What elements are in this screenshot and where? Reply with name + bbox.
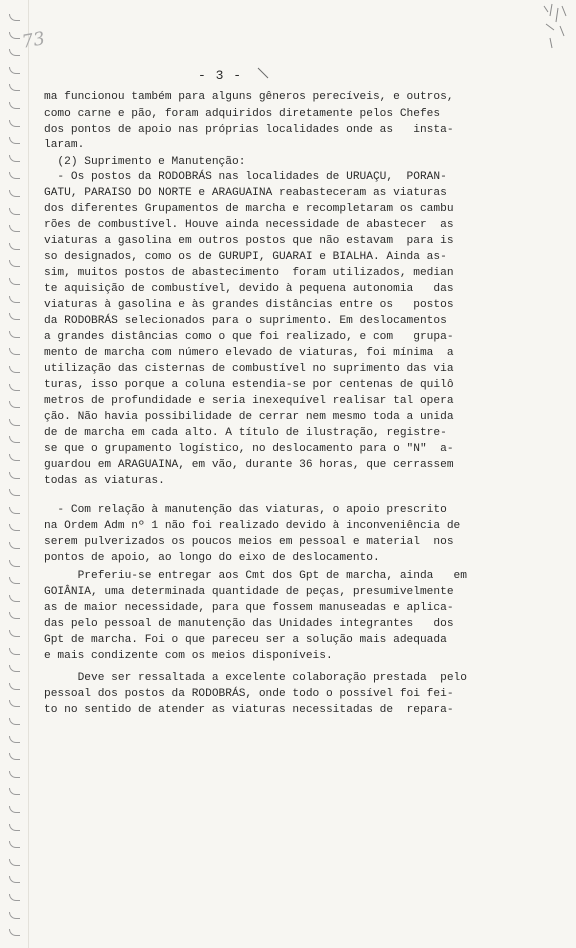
binding-hole (9, 912, 20, 919)
binding-hole (9, 32, 20, 39)
binding-hole (9, 243, 20, 250)
binding-hole (9, 577, 20, 584)
binding-hole (9, 630, 20, 637)
binding-hole (9, 612, 20, 619)
binding-hole (9, 137, 20, 144)
text-line: pessoal dos postos da RODOBRÁS, onde todo o possível foi fei- (44, 688, 454, 700)
binding-hole (9, 331, 20, 338)
text-line: GATU, PARAISO DO NORTE e ARAGUAINA reabasteceram as viaturas (44, 187, 447, 199)
text-line: todas as viaturas. (44, 475, 165, 487)
binding-hole (9, 208, 20, 215)
binding-hole (9, 560, 20, 567)
binding-hole (9, 806, 20, 813)
binding-hole (9, 366, 20, 373)
text-line: ção. Não havia possibilidade de cerrar nem mesmo toda a unida (44, 411, 454, 423)
text-line: - Com relação à manutenção das viaturas, o apoio prescrito (44, 504, 447, 516)
text-line: Preferiu-se entregar aos Cmt dos Gpt de marcha, ainda em (44, 570, 467, 582)
binding-hole (9, 102, 20, 109)
binding-hole (9, 419, 20, 426)
text-line: e mais condizente com os meios disponíveis. (44, 650, 333, 662)
binding-hole (9, 225, 20, 232)
binding-hole (9, 472, 20, 479)
binding-hole (9, 718, 20, 725)
text-line: Deve ser ressaltada a excelente colaboração prestada pelo (44, 672, 467, 684)
text-line: dos pontos de apoio nas próprias localidades onde as insta- (44, 124, 454, 136)
handwritten-page-count: 73 (20, 28, 47, 53)
binding-hole (9, 401, 20, 408)
page-number: - 3 - (198, 68, 243, 83)
text-line: serem pulverizados os poucos meios em pessoal e material nos (44, 536, 454, 548)
binding-hole (9, 507, 20, 514)
text-line: de de marcha em cada alto. A título de ilustração, registre- (44, 427, 447, 439)
text-line: da RODOBRÁS selecionados para o suprimento. Em deslocamentos (44, 315, 447, 327)
text-line: se que o grupamento logístico, no deslocamento para o "N" a- (44, 443, 454, 455)
text-line: to no sentido de atender as viaturas necessitadas de repara- (44, 704, 454, 716)
binding-hole (9, 313, 20, 320)
text-line: te aquisição de combustível, devido à pequena autonomia das (44, 283, 454, 295)
binding-hole (9, 260, 20, 267)
text-line: metros de profundidade e seria inexequível realisar tal opera (44, 395, 454, 407)
text-line: - Os postos da RODOBRÁS nas localidades de URUAÇU, PORAN- (44, 171, 447, 183)
text-line: a grandes distâncias como o que foi realizado, e com grupa- (44, 331, 454, 343)
binding-hole (9, 894, 20, 901)
binding-hole (9, 436, 20, 443)
text-line: pontos de apoio, ao longo do eixo de deslocamento. (44, 552, 380, 564)
binding-hole (9, 542, 20, 549)
binding-hole (9, 700, 20, 707)
binding-hole (9, 172, 20, 179)
text-line: rões de combustível. Houve ainda necessidade de abastecer as (44, 219, 454, 231)
binding-hole (9, 771, 20, 778)
binding-hole (9, 824, 20, 831)
binding-hole (9, 296, 20, 303)
binding-hole (9, 859, 20, 866)
binding-hole (9, 753, 20, 760)
pen-tick-mark (256, 66, 272, 82)
binding-hole (9, 278, 20, 285)
text-line: mento de marcha com número elevado de viaturas, foi mínima a (44, 347, 454, 359)
text-line: dos diferentes Grupamentos de marcha e recompletaram os cambu (44, 203, 454, 215)
binding-hole (9, 841, 20, 848)
text-line: viaturas a gasolina em outros postos que não estavam para is (44, 235, 454, 247)
text-line: GOIÂNIA, uma determinada quantidade de peças, presumivelmente (44, 586, 454, 598)
text-line: viaturas à gasolina e às grandes distâncias entre os postos (44, 299, 454, 311)
binding-hole (9, 120, 20, 127)
binding-hole (9, 665, 20, 672)
binding-hole (9, 384, 20, 391)
text-line: ma funcionou também para alguns gêneros perecíveis, e outros, (44, 91, 454, 103)
text-line: so designados, como os de GURUPI, GUARAI e BIALHA. Ainda as- (44, 251, 447, 263)
text-line: como carne e pão, foram adquiridos diretamente pelos Chefes (44, 108, 441, 120)
text-line: sim, muitos postos de abastecimento foram utilizados, median (44, 267, 454, 279)
text-line: laram. (44, 139, 85, 151)
text-line: utilização das cisternas de combustível no suprimento das via (44, 363, 454, 375)
text-line: guardou em ARAGUAINA, em vão, durante 36 horas, que cerrassem (44, 459, 454, 471)
text-line: turas, isso porque a coluna estendia-se por centenas de quilô (44, 379, 454, 391)
binding-hole (9, 876, 20, 883)
binding-hole (9, 84, 20, 91)
binding-hole (9, 454, 20, 461)
binding-hole (9, 67, 20, 74)
binding-hole (9, 595, 20, 602)
binding-hole (9, 190, 20, 197)
text-line: Gpt de marcha. Foi o que pareceu ser a solução mais adequada (44, 634, 447, 646)
text-line: as de maior necessidade, para que fossem manuseadas e aplica- (44, 602, 454, 614)
binding-hole (9, 788, 20, 795)
binding-hole (9, 736, 20, 743)
text-line: das pelo pessoal de manutenção das Unidades integrantes dos (44, 618, 454, 630)
binding-hole (9, 14, 20, 21)
text-line: (2) Suprimento e Manutenção: (44, 156, 246, 168)
text-line: na Ordem Adm nº 1 não foi realizado devido à inconveniência de (44, 520, 461, 532)
binding-hole (9, 49, 20, 56)
binding-hole (9, 524, 20, 531)
archive-stamp-mark (538, 2, 572, 52)
binding-hole (9, 155, 20, 162)
binding-margin (0, 0, 29, 948)
binding-hole (9, 648, 20, 655)
binding-hole (9, 489, 20, 496)
binding-hole (9, 929, 20, 936)
binding-hole (9, 683, 20, 690)
binding-hole (9, 348, 20, 355)
